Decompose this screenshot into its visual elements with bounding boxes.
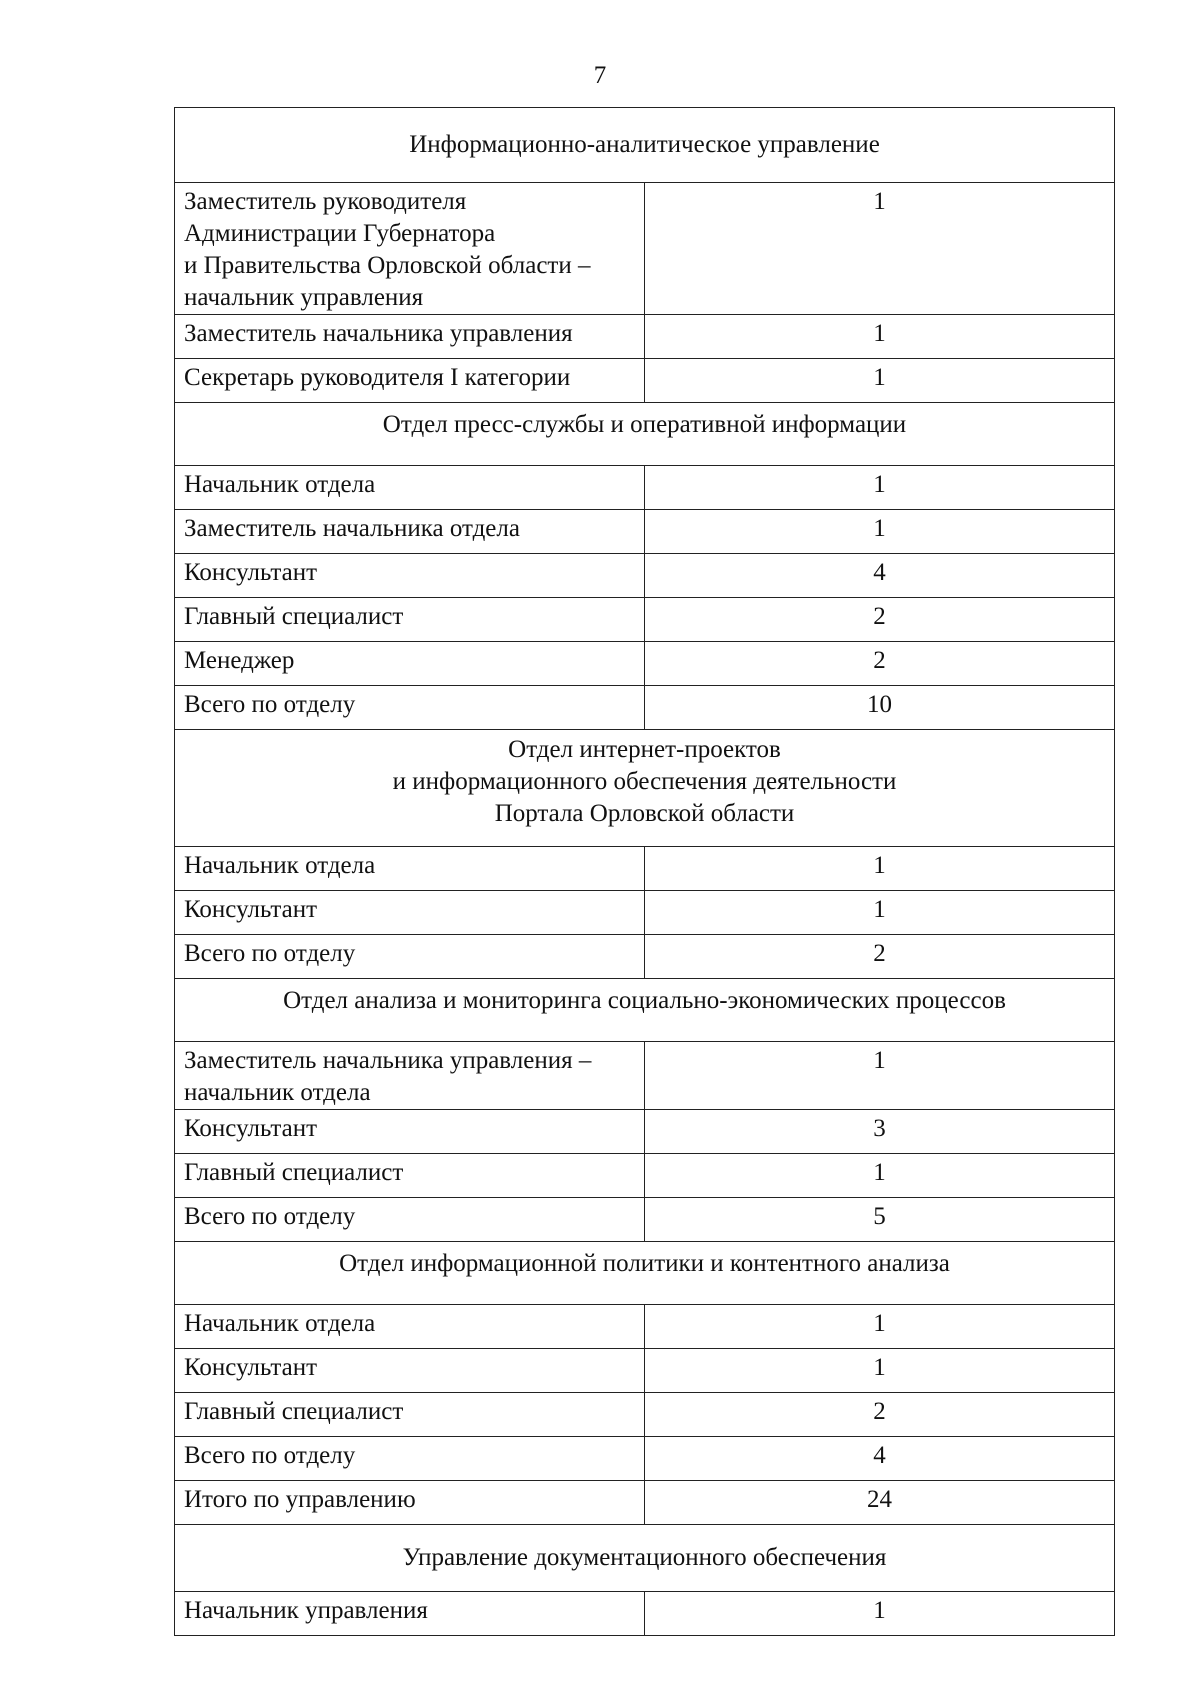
position-count: 2 <box>645 935 1115 979</box>
position-count: 1 <box>645 1592 1115 1636</box>
table-row-total <box>175 1437 1115 1481</box>
position-count: 1 <box>645 1305 1115 1349</box>
position-title: Главный специалист <box>175 1393 645 1437</box>
position-title: Консультант <box>175 1110 645 1154</box>
section-header-policy-department: Отдел информационной политики и контентного анализа <box>175 1242 1115 1305</box>
table-row-total <box>175 1198 1115 1242</box>
section-header-press-department: Отдел пресс-службы и оперативной информации <box>175 403 1115 466</box>
table-row <box>175 1154 1115 1198</box>
position-count: 1 <box>645 847 1115 891</box>
position-title: Всего по отделу <box>175 935 645 979</box>
position-count: 2 <box>645 1393 1115 1437</box>
page-number: 7 <box>593 62 607 89</box>
table-row <box>175 1592 1115 1636</box>
table-row-total <box>175 686 1115 730</box>
position-title: Заместитель начальника управления – начальник отдела <box>175 1042 645 1110</box>
table-row <box>175 183 1115 315</box>
position-count: 4 <box>645 554 1115 598</box>
position-count: 1 <box>645 1154 1115 1198</box>
table-row <box>175 847 1115 891</box>
position-count: 24 <box>645 1481 1115 1525</box>
section-header-internet-projects-department <box>175 730 1115 847</box>
position-title <box>175 183 645 315</box>
position-count: 2 <box>645 642 1115 686</box>
staff-table <box>174 107 1115 1636</box>
table-row <box>175 1110 1115 1154</box>
position-title: Всего по отделу <box>175 686 645 730</box>
position-count: 5 <box>645 1198 1115 1242</box>
position-title: Заместитель начальника отдела <box>175 510 645 554</box>
position-count: 1 <box>645 891 1115 935</box>
position-title: Начальник отдела <box>175 1305 645 1349</box>
table-row-total <box>175 935 1115 979</box>
table-row <box>175 1305 1115 1349</box>
position-count: 10 <box>645 686 1115 730</box>
table-row <box>175 1042 1115 1110</box>
position-count: 1 <box>645 466 1115 510</box>
position-title: Начальник управления <box>175 1592 645 1636</box>
position-count: 1 <box>645 1042 1115 1110</box>
position-title: Заместитель начальника управления <box>175 315 645 359</box>
table-row <box>175 891 1115 935</box>
position-count: 1 <box>645 1349 1115 1393</box>
position-title: Всего по отделу <box>175 1198 645 1242</box>
position-title: Итого по управлению <box>175 1481 645 1525</box>
position-title-line: Заместитель руководителя Администрации Губернатора <box>184 188 496 247</box>
position-title: Консультант <box>175 891 645 935</box>
position-title: Начальник отдела <box>175 466 645 510</box>
section-header-analysis-department: Отдел анализа и мониторинга социально-экономических процессов <box>175 979 1115 1042</box>
table-row <box>175 1393 1115 1437</box>
table-row-grand-total <box>175 1481 1115 1525</box>
table-row <box>175 554 1115 598</box>
section-header-information-analytical-management: Информационно-аналитическое управление <box>175 108 1115 183</box>
position-title: Консультант <box>175 1349 645 1393</box>
position-title: Менеджер <box>175 642 645 686</box>
section-header-line: Отдел интернет-проектов <box>508 736 781 763</box>
section-header-line: и информационного обеспечения деятельности <box>392 768 897 795</box>
table-row <box>175 359 1115 403</box>
position-count: 2 <box>645 598 1115 642</box>
table-row <box>175 598 1115 642</box>
position-title: Главный специалист <box>175 1154 645 1198</box>
table-row <box>175 642 1115 686</box>
position-title-line: и Правительства Орловской области – начальник управления <box>184 252 591 311</box>
position-title: Начальник отдела <box>175 847 645 891</box>
position-count: 1 <box>645 315 1115 359</box>
position-title: Секретарь руководителя I категории <box>175 359 645 403</box>
position-count: 3 <box>645 1110 1115 1154</box>
table-row <box>175 510 1115 554</box>
table-row <box>175 315 1115 359</box>
position-title: Консультант <box>175 554 645 598</box>
position-count: 1 <box>645 510 1115 554</box>
position-title: Главный специалист <box>175 598 645 642</box>
position-count: 1 <box>645 359 1115 403</box>
position-count: 1 <box>645 183 1115 315</box>
position-count: 4 <box>645 1437 1115 1481</box>
section-header-line: Портала Орловской области <box>494 800 795 827</box>
position-title: Всего по отделу <box>175 1437 645 1481</box>
table-row <box>175 1349 1115 1393</box>
table-row <box>175 466 1115 510</box>
section-header-documentation-management: Управление документационного обеспечения <box>175 1525 1115 1592</box>
